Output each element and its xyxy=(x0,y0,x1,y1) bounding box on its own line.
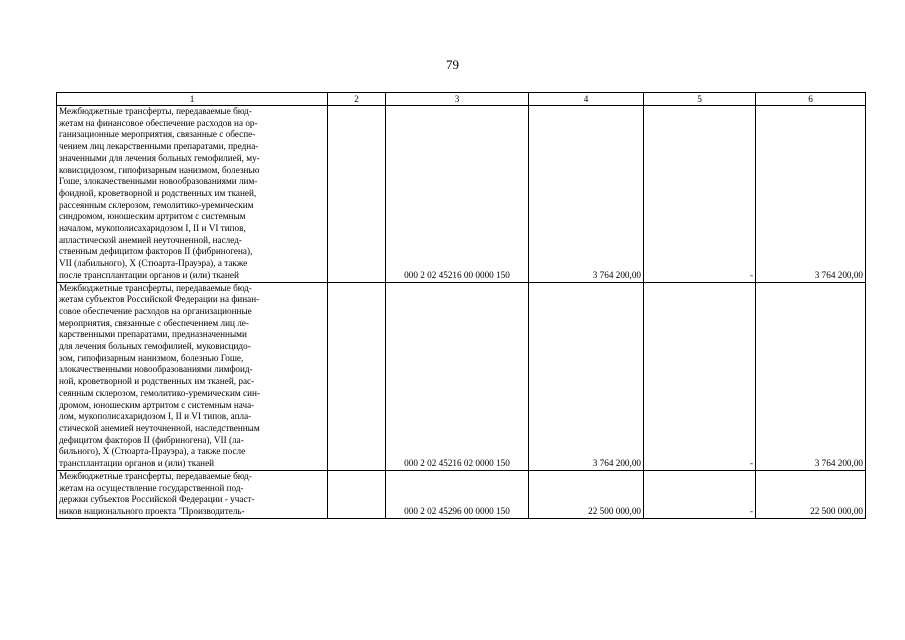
column-header: 3 xyxy=(386,93,529,106)
row-col5-cell: - xyxy=(644,106,756,283)
row-description: Межбюджетные трансферты, передаваемые бюд- жетам на осуществление государственной под- держки субъектов Российской Федерации - участ- ников национального проекта "Производитель- xyxy=(59,470,255,516)
row-col6-cell: 22 500 000,00 xyxy=(756,470,866,518)
row-col5-cell: - xyxy=(644,470,756,518)
table-header-row xyxy=(57,93,866,106)
row-col6-cell: 3 764 200,00 xyxy=(756,282,866,470)
column-header: 6 xyxy=(756,93,866,106)
row-col4-cell: 3 764 200,00 xyxy=(529,106,644,283)
row-col4-cell: 22 500 000,00 xyxy=(529,470,644,518)
budget-table xyxy=(56,92,866,519)
row-description-cell xyxy=(57,282,328,470)
row-col2-cell xyxy=(328,106,386,283)
row-description: Межбюджетные трансферты, передаваемые бюд- жетам субъектов Российской Федерации на финан- совое обеспечение расходов на организационные мероприятия, связанные с обеспечением лиц ле- карственными препаратами, предназначенными для лечения больных гемофилией, муковисцидо- зом, гипофизарным нанизмом, болезнью Гоше, злокачественными новообразованиями лимфоид- ной, кроветворной и родственных им тканей, рас- сеянным склерозом, гемолитико-уремическим син- дромом, юношеским артритом с системным нача- лом, мукополисахаридозом I, II и VI типов, апла- стической анемией неуточненной, наследственным дефицитом факторов II (фибриногена), VII (ла- бильного), X (Стюарта-Прауэра), а также после трансплантации органов и (или) тканей xyxy=(59,282,260,469)
table-row xyxy=(57,470,866,518)
row-col5-cell: - xyxy=(644,282,756,470)
row-description: Межбюджетные трансферты, передаваемые бюд- жетам на финансовое обеспечение расходов на ор- ганизационные мероприятия, связанные с обеспе- чением лиц лекарственными препаратами, предна- значенными для лечения больных гемофилией, му- ковисцидозом, гипофизарным нанизмом, болезнью Гоше, злокачественными новообразованиями лим- фоидной, кроветворной и родственных им тканей, рассеянным склерозом, гемолитико-уремическим синдромом, юношеским артритом с системным началом, мукополисахаридозом I, II и VI типов, апластической анемией неуточненной, наслед- ственным дефицитом факторов II (фибриногена), VII (лабильного), X (Стюарта-Прауэра), а также после трансплантации органов и (или) тканей xyxy=(59,106,260,280)
row-col2-cell xyxy=(328,470,386,518)
row-description-cell xyxy=(57,106,328,283)
column-header: 4 xyxy=(529,93,644,106)
row-code-cell: 000 2 02 45296 00 0000 150 xyxy=(386,470,529,518)
table-row xyxy=(57,106,866,283)
column-header: 5 xyxy=(644,93,756,106)
page-number: 79 xyxy=(446,57,459,72)
row-description-cell xyxy=(57,470,328,518)
row-col4-cell: 3 764 200,00 xyxy=(529,282,644,470)
column-header: 1 xyxy=(57,93,328,106)
column-header: 2 xyxy=(328,93,386,106)
row-col2-cell xyxy=(328,282,386,470)
table-row xyxy=(57,282,866,470)
row-code-cell: 000 2 02 45216 00 0000 150 xyxy=(386,106,529,283)
row-col6-cell: 3 764 200,00 xyxy=(756,106,866,283)
row-code-cell: 000 2 02 45216 02 0000 150 xyxy=(386,282,529,470)
